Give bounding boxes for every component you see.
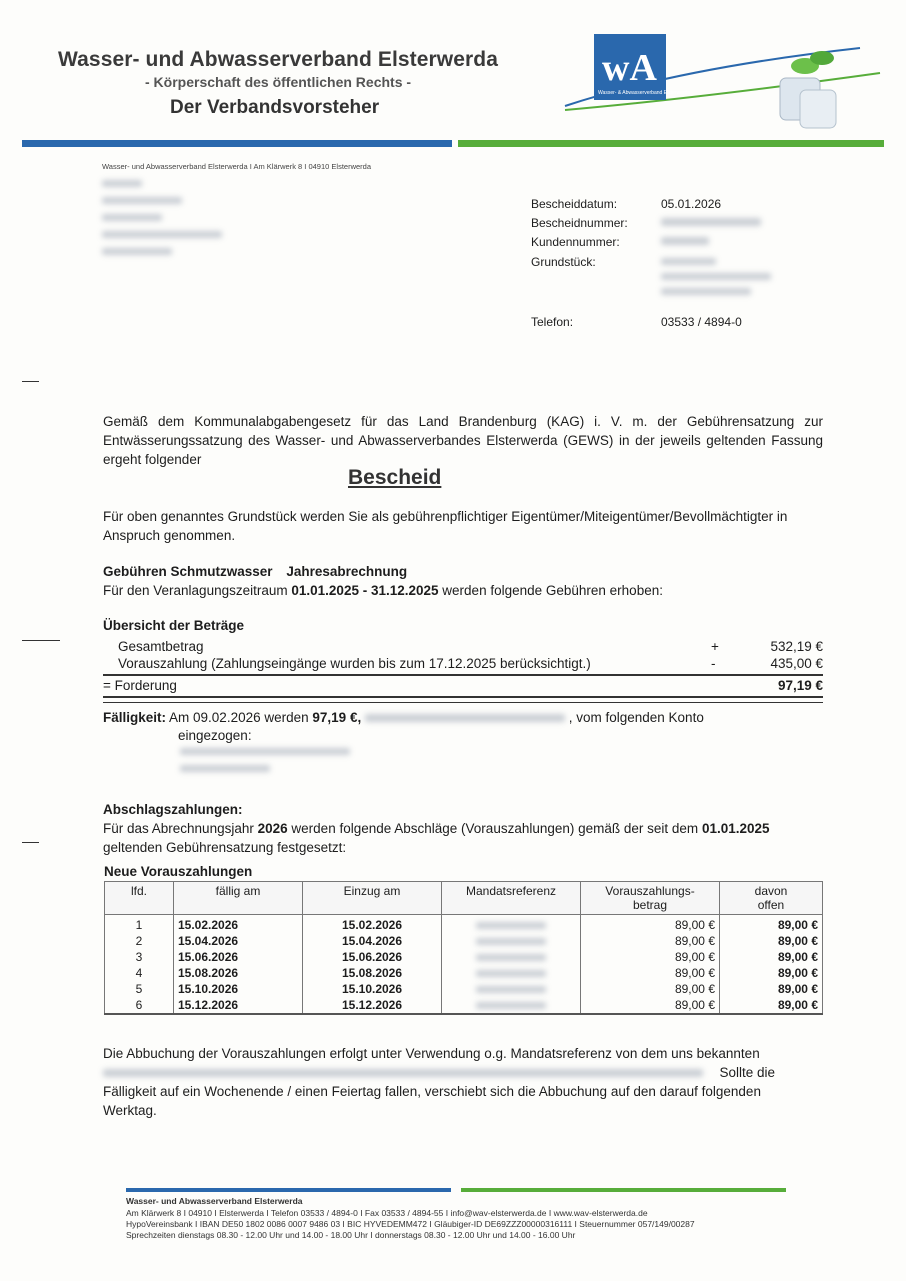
number-value-redacted: [661, 218, 761, 226]
table-row: [105, 997, 823, 1014]
row-collect-date: 15.10.2026: [303, 981, 442, 997]
header-divider-blue: [22, 140, 452, 147]
row-collect-date: 15.08.2026: [303, 965, 442, 981]
row-number: 2: [105, 933, 174, 949]
claim-amount: 97,19 €: [777, 678, 823, 693]
table-row: [105, 933, 823, 949]
due-amount: 97,19 €,: [312, 710, 362, 725]
footer-org-name: Wasser- und Abwasserverband Elsterwerda: [126, 1196, 303, 1206]
row-collect-date: 15.02.2026: [303, 915, 442, 934]
row-due-date: 15.04.2026: [174, 933, 303, 949]
intro-text: Gemäß dem Kommunalabgabengesetz für das Land Brandenburg (KAG) i. V. m. der Gebührensatzung zur Entwässerungssatzung des Wasser- und Abwasserverbandes Elsterwerda (GEWS) in der jeweils geltenden Fassung ergeht folgender: [103, 414, 823, 467]
summary-row-prepayment: [118, 656, 823, 671]
table-header-row: [105, 882, 823, 915]
row-amount: 89,00 €: [581, 965, 720, 981]
phone-label: Telefon:: [531, 315, 574, 329]
summary-double-rule: [103, 696, 823, 703]
closing-line-4: Werktag.: [103, 1103, 157, 1118]
row-collect-date: 15.04.2026: [303, 933, 442, 949]
org-subtitle: - Körperschaft des öffentlichen Rechts -: [145, 74, 412, 90]
document-title: Bescheid: [348, 466, 442, 489]
row-amount: 89,00 €: [581, 949, 720, 965]
row-due-date: 15.02.2026: [174, 915, 303, 934]
row-due-date: 15.06.2026: [174, 949, 303, 965]
row-open-amount: 89,00 €: [720, 915, 823, 934]
footer-divider-green: [461, 1188, 786, 1192]
row-open-amount: 89,00 €: [720, 933, 823, 949]
row-number: 5: [105, 981, 174, 997]
phone-value: 03533 / 4894-0: [661, 315, 742, 329]
row-number: 1: [105, 915, 174, 934]
fees-block: [103, 562, 823, 600]
summary-row-amount: 435,00 €: [770, 656, 823, 671]
number-label: Bescheidnummer:: [531, 216, 628, 230]
installments-year: 2026: [257, 821, 288, 836]
row-amount: 89,00 €: [581, 915, 720, 934]
row-number: 6: [105, 997, 174, 1014]
row-collect-date: 15.12.2026: [303, 997, 442, 1014]
summary-heading: Übersicht der Beträge: [103, 618, 245, 633]
installments-block: [103, 800, 823, 857]
logo-caption: Wasser- & Abwasserverband Elsterwerda: [598, 90, 691, 96]
table-row: [105, 981, 823, 997]
table-row: [105, 915, 823, 934]
row-open-amount: 89,00 €: [720, 965, 823, 981]
fold-mark: [22, 381, 39, 382]
table-row: [105, 965, 823, 981]
intro-paragraph: [103, 412, 823, 469]
installments-heading: Abschlagszahlungen:: [103, 802, 243, 817]
closing-line-2-end: Sollte die: [719, 1065, 775, 1080]
closing-paragraph: [103, 1044, 823, 1120]
installments-text-1: Für das Abrechnungsjahr: [103, 821, 254, 836]
office-title: Der Verbandsvorsteher: [170, 97, 380, 118]
row-collect-date: 15.06.2026: [303, 949, 442, 965]
header-divider-green: [458, 140, 884, 147]
fees-heading: Gebühren Schmutzwasser: [103, 564, 273, 579]
org-logo: [560, 28, 890, 138]
due-suffix: , vom folgenden Konto: [568, 710, 704, 725]
mandate-reference-redacted: [476, 986, 546, 993]
date-label: Bescheiddatum:: [531, 197, 618, 211]
return-address: Wasser- und Abwasserverband Elsterwerda I Am Klärwerk 8 I 04910 Elsterwerda: [102, 162, 372, 171]
bank-details-redacted: [103, 1069, 703, 1077]
summary-row-sign: +: [711, 639, 719, 654]
period-suffix: werden folgende Gebühren erhoben:: [442, 583, 663, 598]
footer-hours: Sprechzeiten dienstags 08.30 - 12.00 Uhr und 14.00 - 18.00 Uhr I donnerstags 08.30 - 12.00 Uhr und 14.00 - 16.00 Uhr: [126, 1230, 576, 1240]
closing-line-2: [103, 1063, 823, 1082]
closing-line-3: Fälligkeit auf ein Wochenende / einen Feiertag fallen, verschiebt sich die Abbuchung auf den darauf folgenden: [103, 1084, 761, 1099]
installments-since: 01.01.2025: [701, 821, 770, 836]
account-holder-redacted: [365, 714, 565, 722]
claim-paragraph: Für oben genanntes Grundstück werden Sie als gebührenpflichtiger Eigentümer/Miteigentümer/Bevollmächtigter in Anspruch genommen.: [103, 509, 788, 543]
due-prefix: Am 09.02.2026 werden: [169, 710, 309, 725]
row-due-date: 15.08.2026: [174, 965, 303, 981]
table-row: [105, 949, 823, 965]
footer-bank: HypoVereinsbank I IBAN DE50 1802 0086 0007 9486 03 I BIC HYVEDEMM472 I Gläubiger-ID DE69ZZZ00000316111 I Steuernummer 057/149/00287: [126, 1219, 695, 1229]
customer-label: Kundennummer:: [531, 235, 620, 249]
prepayment-table: [104, 881, 823, 1015]
period-prefix: Für den Veranlagungszeitraum: [103, 583, 288, 598]
summary-row-amount: 532,19 €: [770, 639, 823, 654]
period-range: 01.01.2025 - 31.12.2025: [291, 583, 439, 598]
property-label: Grundstück:: [531, 255, 596, 269]
row-mandate-redacted: [442, 997, 581, 1014]
customer-value-redacted: [661, 237, 709, 245]
col-header: lfd.: [105, 882, 174, 915]
row-open-amount: 89,00 €: [720, 997, 823, 1014]
row-amount: 89,00 €: [581, 933, 720, 949]
row-due-date: 15.12.2026: [174, 997, 303, 1014]
col-header: Vorauszahlungs- betrag: [581, 882, 720, 915]
installments-text-3: geltenden Gebührensatzung festgesetzt:: [103, 840, 347, 855]
summary-row-label: Gesamtbetrag: [118, 639, 204, 654]
row-amount: 89,00 €: [581, 981, 720, 997]
mandate-reference-redacted: [476, 922, 546, 929]
summary-row-label: Vorauszahlung (Zahlungseingänge wurden bis zum 17.12.2025 berücksichtigt.): [118, 656, 591, 671]
mandate-reference-redacted: [476, 938, 546, 945]
col-header: davon offen: [720, 882, 823, 915]
summary-row-sign: -: [711, 656, 716, 671]
col-header: Einzug am: [303, 882, 442, 915]
summary-claim-row: [103, 678, 823, 693]
installments-text-2: werden folgende Abschläge (Vorauszahlungen) gemäß der seit dem: [291, 821, 699, 836]
row-number: 3: [105, 949, 174, 965]
fees-type: Jahresabrechnung: [286, 564, 408, 579]
row-number: 4: [105, 965, 174, 981]
col-header: Mandatsreferenz: [442, 882, 581, 915]
closing-line-1: Die Abbuchung der Vorauszahlungen erfolgt unter Verwendung o.g. Mandatsreferenz von dem uns bekannten: [103, 1046, 760, 1061]
recipient-address-redacted: [102, 180, 222, 255]
summary-row-total: [118, 639, 823, 654]
row-due-date: 15.10.2026: [174, 981, 303, 997]
date-value: 05.01.2026: [661, 197, 722, 211]
claim-label: = Forderung: [103, 678, 177, 693]
summary-divider: [103, 674, 823, 676]
mandate-reference-redacted: [476, 970, 546, 977]
table-heading: Neue Vorauszahlungen: [104, 864, 253, 879]
row-mandate-redacted: [442, 965, 581, 981]
fold-mark: [22, 842, 39, 843]
row-amount: 89,00 €: [581, 997, 720, 1014]
due-line2: eingezogen:: [178, 728, 252, 743]
mandate-reference-redacted: [476, 954, 546, 961]
row-mandate-redacted: [442, 981, 581, 997]
row-open-amount: 89,00 €: [720, 981, 823, 997]
row-mandate-redacted: [442, 915, 581, 934]
logo-wordmark: wA: [602, 47, 657, 89]
due-block: [103, 709, 823, 745]
punch-mark: [22, 640, 60, 641]
footer-contact: Am Klärwerk 8 I 04910 I Elsterwerda I Telefon 03533 / 4894-0 I Fax 03533 / 4894-55 I info@wav-elsterwerda.de I www.wav-elsterwerda.de: [126, 1208, 648, 1218]
property-value-redacted: [661, 258, 771, 295]
row-mandate-redacted: [442, 933, 581, 949]
row-mandate-redacted: [442, 949, 581, 965]
row-open-amount: 89,00 €: [720, 949, 823, 965]
org-name: Wasser- und Abwasserverband Elsterwerda: [58, 48, 498, 71]
col-header: fällig am: [174, 882, 303, 915]
mandate-reference-redacted: [476, 1002, 546, 1009]
footer-divider-blue: [126, 1188, 451, 1192]
bank-account-redacted: [180, 748, 350, 772]
due-label: Fälligkeit:: [103, 710, 167, 725]
